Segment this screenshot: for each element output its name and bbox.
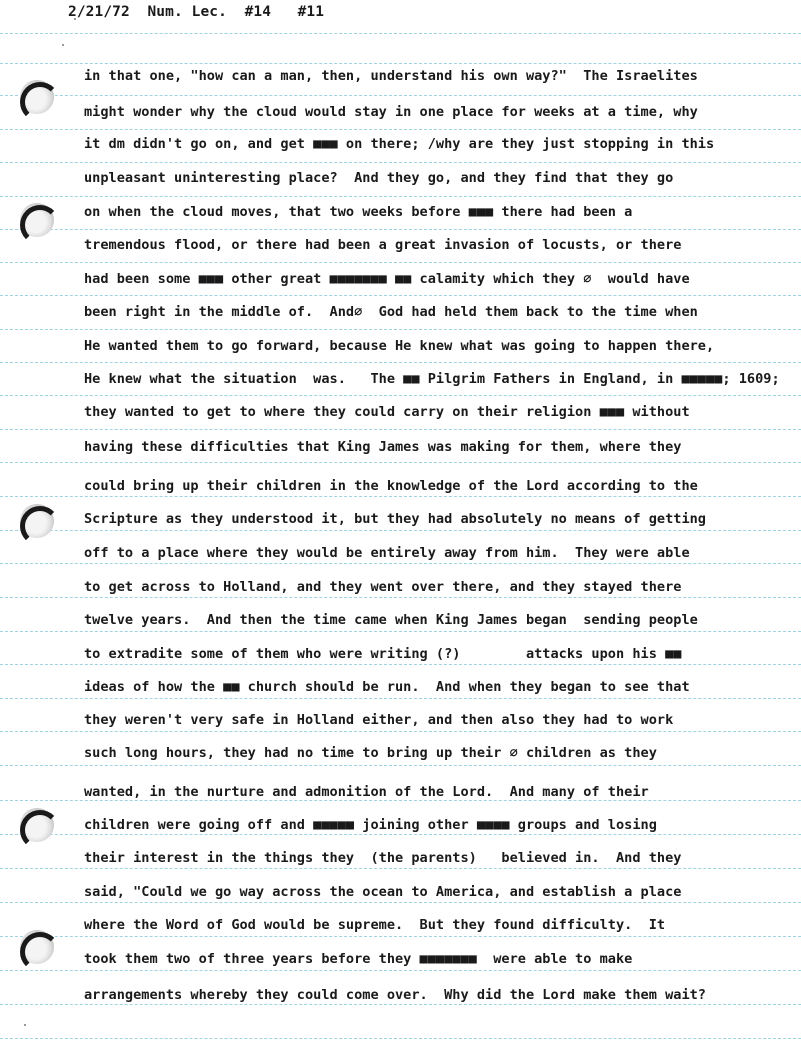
ruled-line <box>0 95 801 96</box>
text-line: He knew what the situation was. The ■■ Pilgrim Fathers in England, in ■■■■■; 1609; <box>84 371 780 387</box>
punch-hole-icon <box>20 203 54 237</box>
ruled-line <box>0 936 801 937</box>
ruled-line <box>0 262 801 263</box>
ruled-line <box>0 834 801 835</box>
ruled-line <box>0 731 801 732</box>
ruled-line <box>0 63 801 64</box>
ruled-line <box>0 597 801 598</box>
text-line: arrangements whereby they could come over. Why did the Lord make them wait? <box>84 987 706 1003</box>
ruled-line <box>0 395 801 396</box>
text-line: took them two of three years before they ■■■■■■■ were able to make <box>84 951 633 967</box>
ruled-line <box>0 563 801 564</box>
text-line: in that one, "how can a man, then, understand his own way?" The Israelites <box>84 68 698 84</box>
paper-speck <box>24 1024 26 1026</box>
paper-speck <box>62 44 64 46</box>
text-line: where the Word of God would be supreme. But they found difficulty. It <box>84 917 666 933</box>
ruled-line <box>0 462 801 463</box>
text-line: off to a place where they would be entirely away from him. They were able <box>84 545 690 561</box>
text-line: wanted, in the nurture and admonition of the Lord. And many of their <box>84 784 649 800</box>
ruled-line <box>0 1004 801 1005</box>
text-line: Scripture as they understood it, but they had absolutely no means of getting <box>84 511 706 527</box>
text-line: been right in the middle of. And∅ God had held them back to the time when <box>84 304 698 320</box>
text-line: their interest in the things they (the parents) believed in. And they <box>84 850 682 866</box>
ruled-line <box>0 902 801 903</box>
text-line: having these difficulties that King James was making for them, where they <box>84 439 682 455</box>
text-line: to extradite some of them who were writing (?) attacks upon his ■■ <box>84 646 682 662</box>
ruled-line <box>0 664 801 665</box>
text-line: such long hours, they had no time to bring up their ∅ children as they <box>84 745 657 761</box>
text-line: twelve years. And then the time came when King James began sending people <box>84 612 698 628</box>
ruled-line <box>0 196 801 197</box>
ruled-line <box>0 868 801 869</box>
ruled-line <box>0 295 801 296</box>
text-line: might wonder why the cloud would stay in one place for weeks at a time, why <box>84 104 698 120</box>
ruled-line <box>0 530 801 531</box>
ruled-line <box>0 33 801 34</box>
text-line: to get across to Holland, and they went over there, and they stayed there <box>84 579 682 595</box>
ruled-line <box>0 229 801 230</box>
text-line: said, "Could we go way across the ocean to America, and establish a place <box>84 884 682 900</box>
ruled-line <box>0 162 801 163</box>
punch-hole-icon <box>20 808 54 842</box>
text-line: ideas of how the ■■ church should be run. And when they began to see that <box>84 679 690 695</box>
text-line: it dm didn't go on, and get ■■■ on there; /why are they just stopping in this <box>84 136 715 152</box>
ruled-line <box>0 698 801 699</box>
ruled-line <box>0 631 801 632</box>
ruled-line <box>0 496 801 497</box>
ruled-line <box>0 970 801 971</box>
text-line: they weren't very safe in Holland either, and then also they had to work <box>84 712 674 728</box>
text-line: could bring up their children in the knowledge of the Lord according to the <box>84 478 698 494</box>
ruled-line <box>0 765 801 766</box>
page-header: 2/21/72 Num. Lec. #14 #11 <box>68 4 325 20</box>
ruled-line <box>0 1038 801 1039</box>
ruled-line <box>0 800 801 801</box>
punch-hole-icon <box>20 80 54 114</box>
text-line: tremendous flood, or there had been a great invasion of locusts, or there <box>84 237 682 253</box>
ruled-line <box>0 129 801 130</box>
text-line: on when the cloud moves, that two weeks before ■■■ there had been a <box>84 204 633 220</box>
ruled-line <box>0 429 801 430</box>
punch-hole-icon <box>20 504 54 538</box>
punch-hole-icon <box>20 930 54 964</box>
ruled-line <box>0 362 801 363</box>
ruled-line <box>0 329 801 330</box>
text-line: unpleasant uninteresting place? And they go, and they find that they go <box>84 170 674 186</box>
text-line: He wanted them to go forward, because He knew what was going to happen there, <box>84 338 715 354</box>
text-line: had been some ■■■ other great ■■■■■■■ ■■ calamity which they ∅ would have <box>84 271 690 287</box>
text-line: they wanted to get to where they could carry on their religion ■■■ without <box>84 404 690 420</box>
text-line: children were going off and ■■■■■ joining other ■■■■ groups and losing <box>84 817 657 833</box>
